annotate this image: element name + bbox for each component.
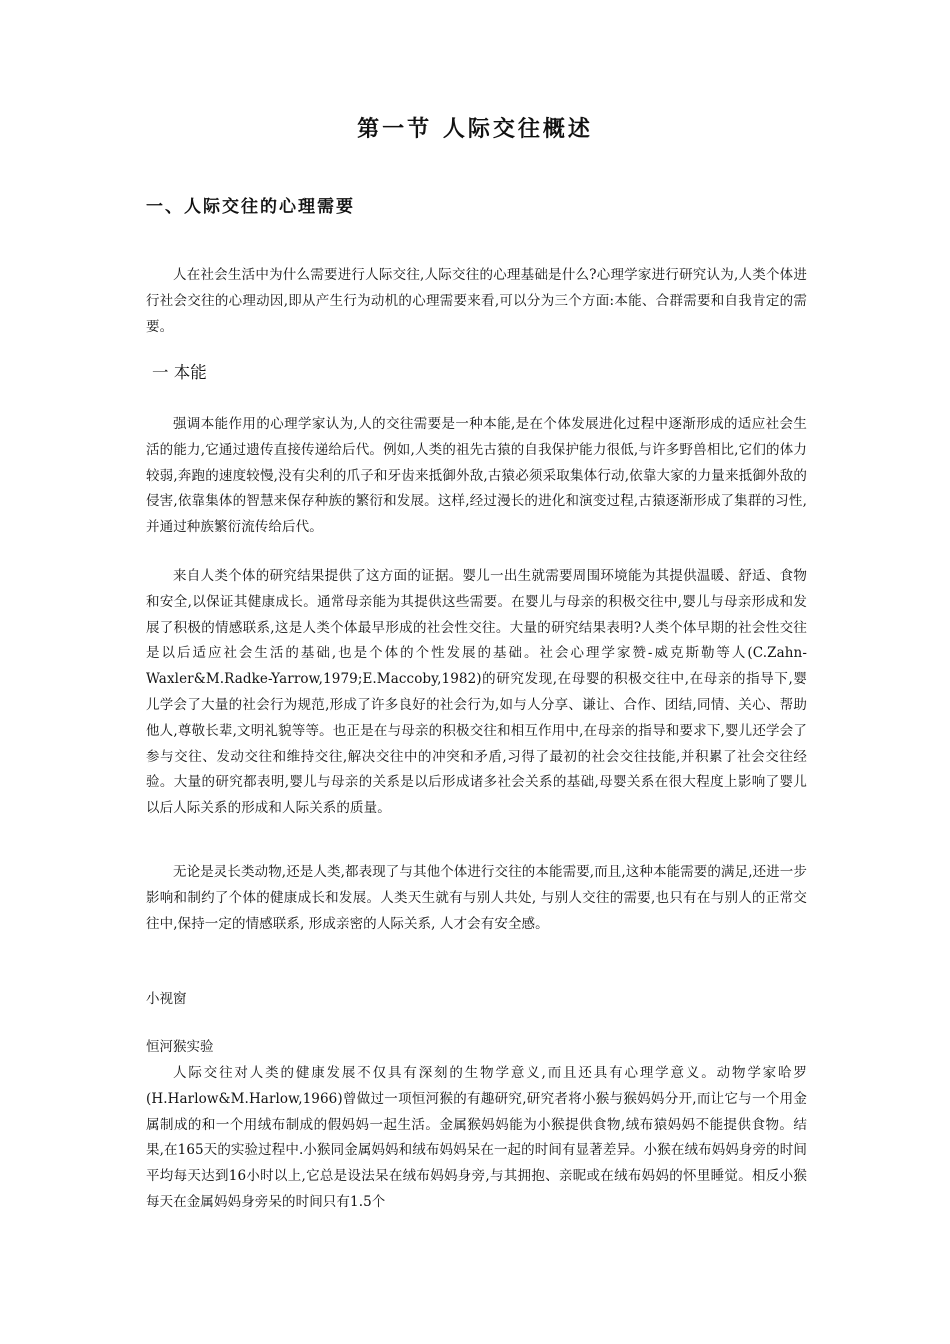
subsection-heading: 一 本能 xyxy=(152,363,207,382)
experiment-paragraph: 人际交往对人类的健康发展不仅具有深刻的生物学意义,而且还具有心理学意义。动物学家哈罗(H.Harlow&M.Harlow,1966)曾做过一项恒河猴的有趣研究,研究者将小猴与猴妈妈分开,而让它与一个用金属制成的和一个用绒布制成的假妈妈一起生活。金属猴妈妈能为小猴提供食物,绒布猿妈妈不能提供食物。结果,在165天的实验过程中.小猴同金属妈妈和绒布妈妈呆在一起的时间有显著差异。小猴在绒布妈妈身旁的时间平均每天达到16小时以上,它总是设法呆在绒布妈妈身旁,与其拥抱、亲昵或在绒布妈妈的怀里睡觉。相反小猴每天在金属妈妈身旁呆的时间只有1.5个 xyxy=(146,1065,807,1210)
body-paragraph: 无论是灵长类动物,还是人类,都表现了与其他个体进行交往的本能需要,而且,这种本能需要的满足,还进一步影响和制约了个体的健康成长和发展。人类天生就有与别人共处, 与别人交往的需要,也只有在与别人的正常交往中,保持一定的情感联系, 形成亲密的人际关系, 人才会有安全感。 xyxy=(146,864,807,932)
intro-paragraph: 人在社会生活中为什么需要进行人际交往,人际交往的心理基础是什么?心理学家进行研究认为,人类个体进行社会交往的心理动因,即从产生行为动机的心理需要来看,可以分为三个方面:本能、合群需要和自我肯定的需要。 xyxy=(146,267,807,335)
sidebar-label: 小视窗 xyxy=(146,991,187,1007)
section-heading: 一、人际交往的心理需要 xyxy=(146,197,355,217)
body-paragraph: 强调本能作用的心理学家认为,人的交往需要是一种本能,是在个体发展进化过程中逐渐形成的适应社会生活的能力,它通过遗传直接传递给后代。例如,人类的祖先古猿的自我保护能力很低,与许多野兽相比,它们的体力较弱,奔跑的速度较慢,没有尖利的爪子和牙齿来抵御外敌,古猿必须采取集体行动,依靠大家的力量来抵御外敌的侵害,依靠集体的智慧来保存种族的繁衍和发展。这样,经过漫长的进化和演变过程,古猿逐渐形成了集群的习性,并通过种族繁衍流传给后代。 xyxy=(146,416,807,536)
experiment-title: 恒河猴实验 xyxy=(146,1039,214,1055)
page-title: 第一节 人际交往概述 xyxy=(357,117,593,142)
body-paragraph: 来自人类个体的研究结果提供了这方面的证据。婴儿一出生就需要周围环境能为其提供温暖、舒适、食物和安全,以保证其健康成长。通常母亲能为其提供这些需要。在婴儿与母亲的积极交往中,婴儿与母亲形成和发展了积极的情感联系,这是人类个体最早形成的社会性交往。大量的研究结果表明?人类个体早期的社会性交往是以后适应社会生活的基础,也是个体的个性发展的基础。社会心理学家赞-威克斯勒等人(C.Zahn-Waxler&M.Radke-Yarrow,1979;E.Maccoby,1982)的研究发现,在母婴的积极交往中,在母亲的指导下,婴儿学会了大量的社会行为规范,形成了许多良好的社会行为,如与人分享、谦让、合作、团结,同情、关心、帮助他人,尊敬长辈,文明礼貌等等。也正是在与母亲的积极交往和相互作用中,在母亲的指导和要求下,婴儿还学会了参与交往、发动交往和维持交往,解决交往中的冲突和矛盾,习得了最初的社会交往技能,并积累了社会交往经验。大量的研究都表明,婴儿与母亲的关系是以后形成诸多社会关系的基础,母婴关系在很大程度上影响了婴儿以后人际关系的形成和人际关系的质量。 xyxy=(146,568,807,817)
